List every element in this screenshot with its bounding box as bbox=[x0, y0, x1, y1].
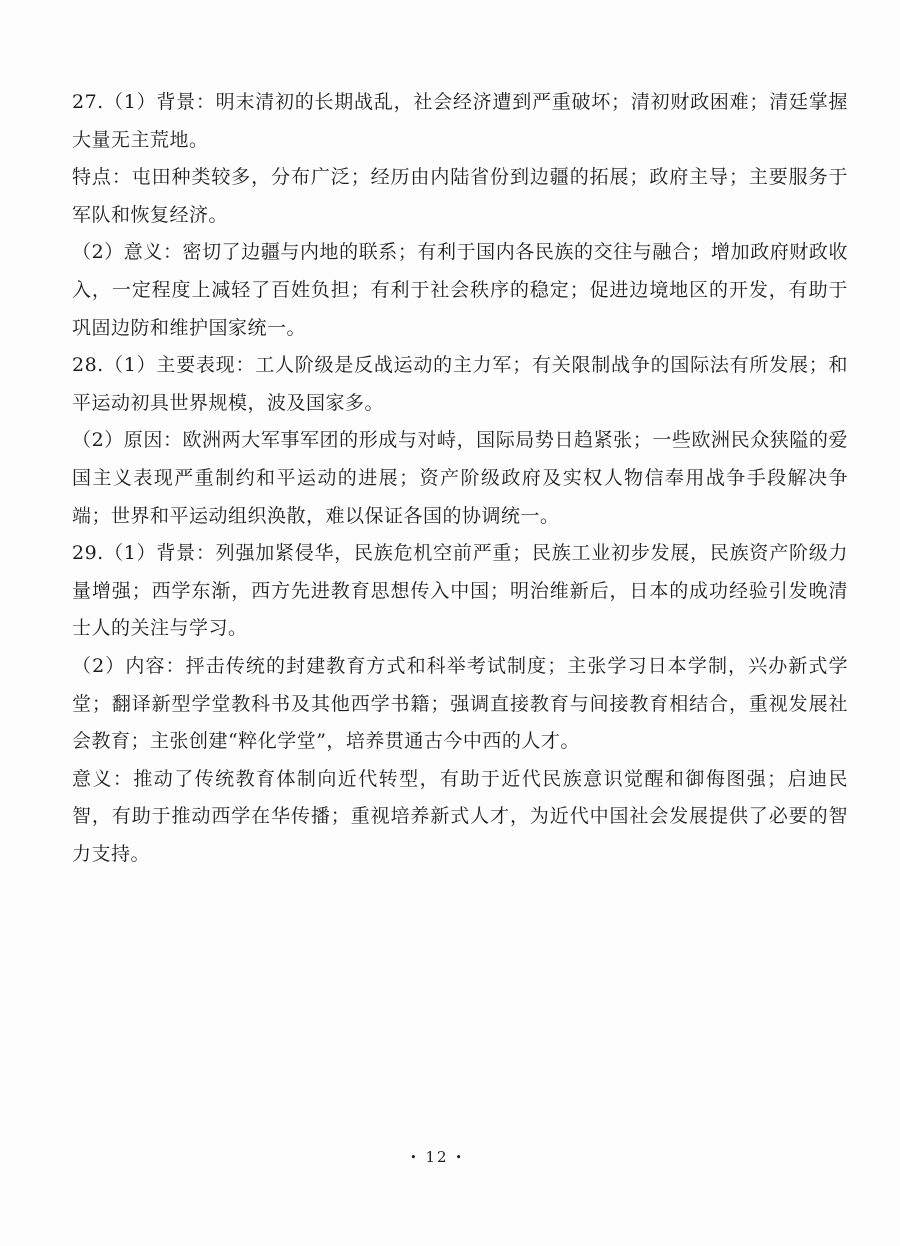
answer-paragraph-27-1: 27.（1）背景：明末清初的长期战乱，社会经济遭到严重破坏；清初财政困难；清廷掌握大量无主荒地。 bbox=[72, 91, 848, 151]
answer-paragraph-29-1: 29.（1）背景：列强加紧侵华，民族危机空前严重；民族工业初步发展，民族资产阶级力量增强；西学东渐，西方先进教育思想传入中国；明治维新后，日本的成功经验引发晚清士人的关注与学习。 bbox=[72, 542, 848, 640]
footer-dot-right: • bbox=[455, 1151, 464, 1164]
footer-dot-left: • bbox=[410, 1151, 419, 1164]
answer-paragraph-29-2: （2）内容：抨击传统的封建教育方式和科举考试制度；主张学习日本学制，兴办新式学堂；翻译新型学堂教科书及其他西学书籍；强调直接教育与间接教育相结合，重视发展社会教育；主张创建“粹化学堂”，培养贯通古今中西的人才。 bbox=[72, 654, 848, 753]
answer-paragraph-28-2: （2）原因：欧洲两大军事军团的形成与对峙，国际局势日趋紧张；一些欧洲民众狭隘的爱国主义表现严重制约和平运动的进展；资产阶级政府及实权人物信奉用战争手段解决争端；世界和平运动组织涣散，难以保证各国的协调统一。 bbox=[72, 429, 848, 527]
answer-text-block bbox=[72, 84, 848, 873]
page-number: 12 bbox=[425, 1148, 449, 1166]
answer-paragraph-27-2: （2）意义：密切了边疆与内地的联系；有利于国内各民族的交往与融合；增加政府财政收入，一定程度上减轻了百姓负担；有利于社会秩序的稳定；促进边境地区的开发，有助于巩固边防和维护国家统一。 bbox=[72, 241, 848, 339]
answer-paragraph-27-features: 特点：屯田种类较多，分布广泛；经历由内陆省份到边疆的拓展；政府主导；主要服务于军队和恢复经济。 bbox=[72, 166, 848, 226]
answer-paragraph-29-significance: 意义：推动了传统教育体制向近代转型，有助于近代民族意识觉醒和御侮图强；启迪民智，有助于推动西学在华传播；重视培养新式人才，为近代中国社会发展提供了必要的智力支持。 bbox=[72, 767, 848, 865]
answer-paragraph-28-1: 28.（1）主要表现：工人阶级是反战运动的主力军；有关限制战争的国际法有所发展；和平运动初具世界规模，波及国家多。 bbox=[72, 354, 848, 414]
page-footer bbox=[0, 1148, 874, 1166]
